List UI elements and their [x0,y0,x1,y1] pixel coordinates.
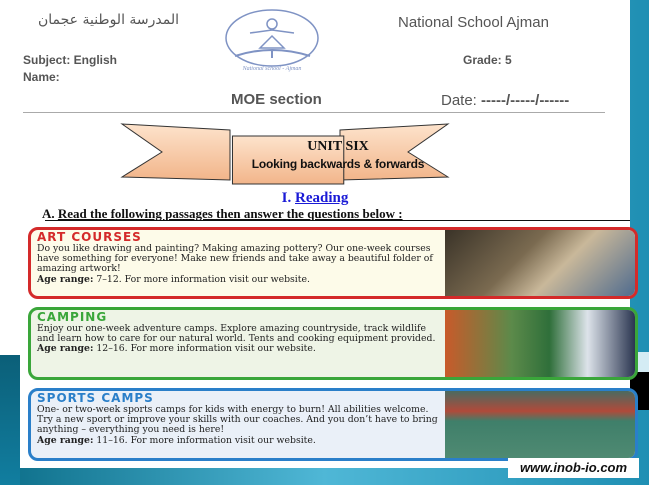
reading-heading [0,190,630,207]
age-label: Age range: [37,343,94,355]
passage-title: ART COURSES [37,230,142,244]
passage-body: One- or two-week sports camps for kids with energy to burn! All abilities welcome. Try a new sport or improve your skills with our coaches. And you don’t have to bring anything – everything you need is here! [37,404,438,436]
passage-title: SPORTS CAMPS [37,391,154,405]
passage-camping [28,307,638,380]
age-label: Age range: [37,273,94,285]
name-label: Name: [23,70,60,84]
section-label: MOE section [231,91,322,108]
passage-body: Do you like drawing and painting? Making amazing pottery? Our one-week courses have something for everyone! Make new friends and take away a beautiful folder of amazing artwork! [37,243,433,275]
passage-title: CAMPING [37,310,108,324]
reading-title: Reading [295,190,349,206]
date-field [441,92,569,109]
school-logo [220,8,325,78]
passage-sports-camps [28,388,638,461]
age-range: 11–16. For more information visit our website. [93,434,316,446]
age-label: Age range: [37,434,94,446]
date-value: -----/-----/------ [476,92,570,109]
school-name: National School Ajman [398,14,549,31]
age-range: 7–12. For more information visit our website. [93,273,310,285]
tennis-boy-photo [445,391,635,458]
reading-number: I. [281,190,295,206]
instruction-text: Read the following passages then answer the questions below : [57,206,403,221]
watermark: www.inob-io.com [508,458,639,478]
slide-decoration-left [0,355,20,485]
header-divider [23,112,605,113]
arabic-school-name: المدرسة الوطنية عجمان [38,12,180,28]
divider-line [45,220,630,221]
art-children-photo [445,230,635,296]
passage-body: Enjoy our one-week adventure camps. Explore amazing countryside, track wildlife and learn how to care for our natural world. Tents and cooking equipment provided. [37,323,436,345]
grade-label: Grade: 5 [463,53,512,67]
unit-title: UNIT SIX [307,139,369,154]
camping-group-photo [445,310,635,377]
svg-text:National school - Ajman: National school - Ajman [242,66,302,72]
instruction-prefix: A. [42,206,58,221]
passage-art-courses [28,227,638,299]
subject-label: Subject: English [23,53,118,67]
unit-subtitle: Looking backwards & forwards [251,157,425,171]
date-label: Date: [441,92,477,109]
age-range: 12–16. For more information visit our website. [93,343,316,355]
